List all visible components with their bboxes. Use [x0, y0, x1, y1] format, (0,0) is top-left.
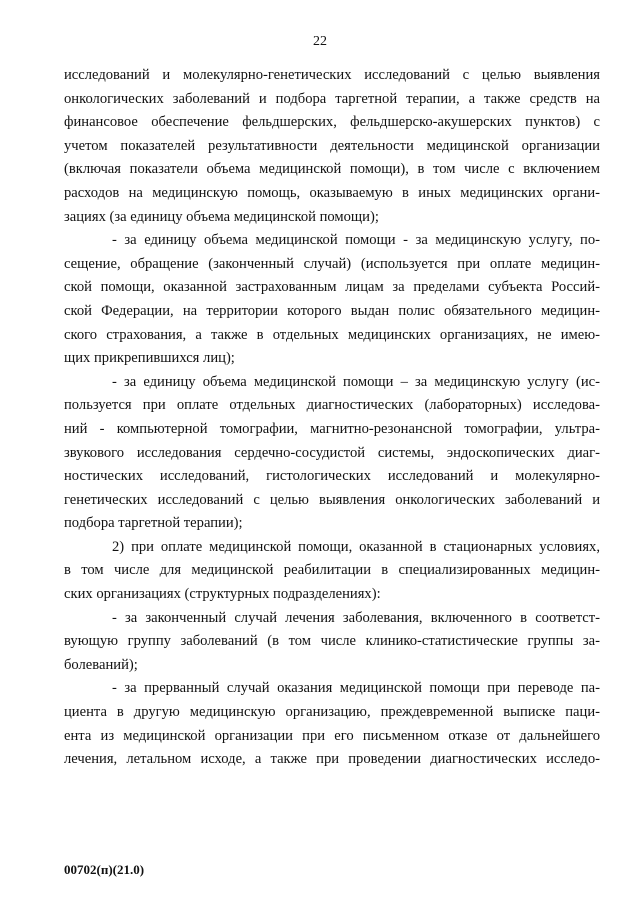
text-line: ента из медицинской организации при его письменном отказе от дальнейшего — [64, 727, 600, 744]
text-line: звукового исследования сердечно-сосудистой системы, эндоскопических диаг- — [64, 444, 600, 461]
text-line: сещение, обращение (законченный случай) (используется при оплате медицин- — [64, 255, 600, 272]
text-line: щих прикрепившихся лиц); — [64, 350, 235, 367]
text-line: - за единицу объема медицинской помощи – за медицинскую услугу (ис- — [112, 373, 600, 390]
text-line: исследований и молекулярно-генетических исследований с целью выявления — [64, 67, 600, 83]
text-line: - за прерванный случай оказания медицинской помощи при переводе па- — [112, 680, 600, 697]
text-line: ностических исследований, гистологических исследований и молекулярно- — [64, 468, 600, 485]
text-line: генетических исследований с целью выявления онкологических заболеваний и — [64, 491, 600, 508]
page-number: 22 — [313, 34, 327, 49]
text-line: финансовое обеспечение фельдшерских, фельдшерско-акушерских пунктов) с — [64, 114, 600, 131]
text-line: - за законченный случай лечения заболевания, включенного в соответст- — [112, 609, 600, 626]
text-line: ской Федерации, на территории которого выдан полис обязательного медицин- — [64, 302, 600, 319]
text-line: ской помощи, оказанной застрахованным лицам за пределами субъекта Россий- — [64, 279, 600, 296]
text-line: расходов на медицинскую помощь, оказываемую в иных медицинских органи- — [64, 184, 600, 201]
text-line: ний - компьютерной томографии, магнитно-резонансной томографии, ультра- — [64, 420, 600, 437]
text-line: зациях (за единицу объема медицинской помощи); — [64, 208, 379, 225]
text-line: - за единицу объема медицинской помощи - за медицинскую услугу, по- — [112, 232, 600, 249]
text-line: пользуется при оплате отдельных диагностических (лабораторных) исследова- — [64, 397, 600, 414]
text-line: лечения, летальном исходе, а также при проведении диагностических исследо- — [64, 751, 600, 768]
text-line: онкологических заболеваний и подбора таргетной терапии, а также средств на — [64, 90, 600, 107]
text-line: в том числе для медицинской реабилитации в специализированных медицин- — [64, 562, 600, 579]
text-line: вующую группу заболеваний (в том числе клинико-статистические группы за- — [64, 633, 600, 650]
text-line: ских организациях (структурных подразделениях): — [64, 586, 381, 603]
text-line: болеваний); — [64, 656, 138, 673]
text-line: циента в другую медицинскую организацию, преждевременной выписке паци- — [64, 704, 600, 721]
document-code: 00702(п)(21.0) — [64, 862, 145, 877]
text-line: 2) при оплате медицинской помощи, оказанной в стационарных условиях, — [112, 538, 600, 555]
text-line: учетом показателей результативности деятельности медицинской организации — [64, 137, 600, 154]
text-line: ского страхования, а также в отдельных медицинских организациях, не имею- — [64, 326, 600, 343]
text-line: (включая показатели объема медицинской помощи), в том числе с включением — [64, 161, 600, 178]
body-text — [64, 64, 600, 772]
text-line: подбора таргетной терапии); — [64, 515, 243, 532]
